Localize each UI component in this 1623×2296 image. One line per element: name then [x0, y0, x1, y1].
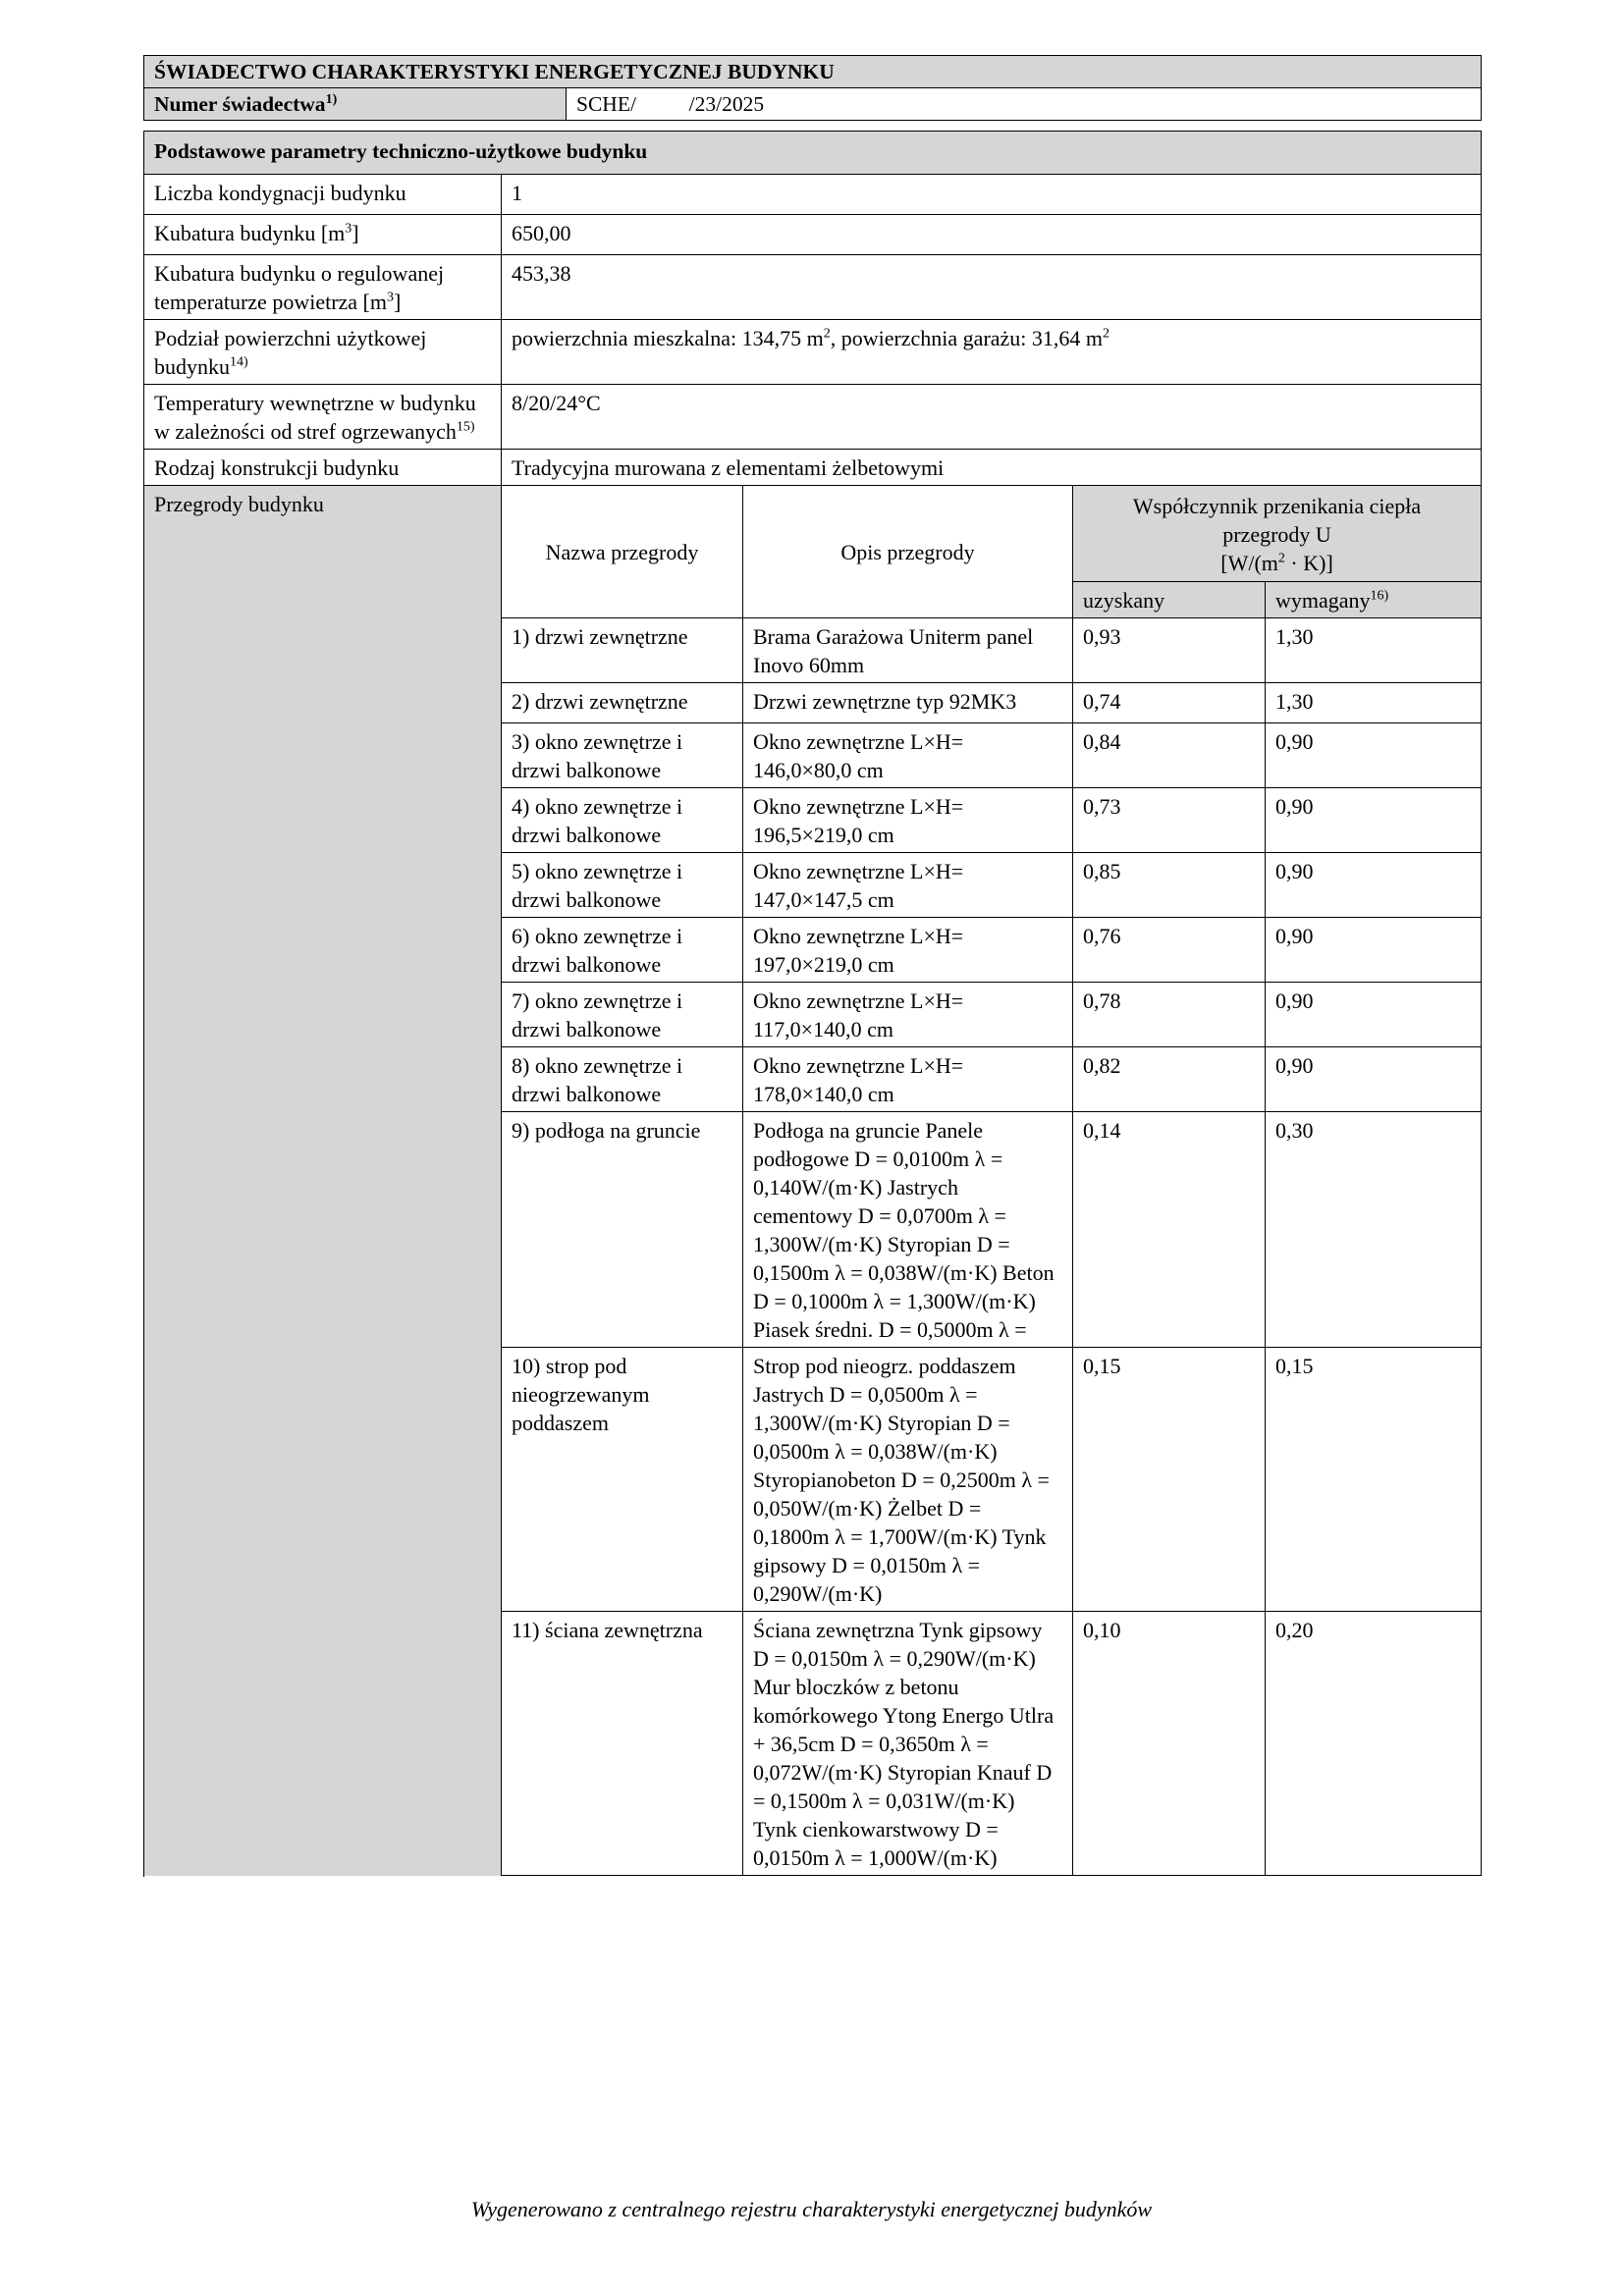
partition-u-obtained: 0,93: [1073, 618, 1266, 683]
partition-name: 4) okno zewnętrze i drzwi balkonowe: [502, 788, 743, 853]
partition-u-obtained: 0,73: [1073, 788, 1266, 853]
partition-name: 3) okno zewnętrze i drzwi balkonowe: [502, 723, 743, 788]
partition-description: Okno zewnętrzne L×H= 147,0×147,5 cm: [743, 853, 1073, 918]
partitions-label: Przegrody budynku: [144, 486, 502, 1877]
partition-u-required: 0,15: [1266, 1348, 1482, 1612]
volume-label: Kubatura budynku $[m^3]$: [144, 215, 502, 255]
usable-area-value: powierzchnia mieszkalna: 134,75 $m^2$, powierzchnia garażu: 31,64 $m^2$: [502, 320, 1482, 385]
certificate-number-label: Numer świadectwa$^{1)}$: [144, 88, 567, 121]
partition-description: Strop pod nieogrz. poddaszem Jastrych D = 0,0500m λ = 1,300W/(m·K) Styropian D = 0,0500m λ = 0,038W/(m·K) Styropianobeton D = 0,2500m λ = 0,050W/(m·K) Żelbet D = 0,1800m λ = 1,700W/(m·K) Tynk gipsowy D = 0,0150m λ = 0,290W/(m·K): [743, 1348, 1073, 1612]
partition-u-required: 0,20: [1266, 1612, 1482, 1876]
partition-description: Ściana zewnętrzna Tynk gipsowy D = 0,0150m λ = 0,290W/(m·K) Mur bloczków z betonu komórkowego Ytong Energo Utlra + 36,5cm D = 0,3650m λ = 0,072W/(m·K) Styropian Knauf D = 0,1500m λ = 0,031W/(m·K) Tynk cienkowarstwowy D = 0,0150m λ = 1,000W/(m·K): [743, 1612, 1073, 1876]
certificate-document: [143, 55, 1481, 1876]
construction-type-label: Rodzaj konstrukcji budynku: [144, 450, 502, 486]
partition-u-obtained: 0,78: [1073, 983, 1266, 1047]
regulated-volume-label: Kubatura budynku o regulowanej temperaturze powietrza $[m^3]$: [144, 255, 502, 320]
partition-u-required: 0,90: [1266, 983, 1482, 1047]
certificate-number-value: SCHE/ /23/2025: [567, 88, 1482, 121]
partition-u-obtained: 0,14: [1073, 1112, 1266, 1348]
required-header: wymagany$^{16)}$: [1266, 582, 1482, 618]
internal-temperatures-label: Temperatury wewnętrzne w budynku w zależności od stref ogrzewanych$^{15)}$: [144, 385, 502, 450]
construction-type-value: Tradycyjna murowana z elementami żelbetowymi: [502, 450, 1482, 486]
regulated-volume-value: 453,38: [502, 255, 1482, 320]
table-bottom-border: [502, 1876, 1482, 1877]
volume-value: 650,00: [502, 215, 1482, 255]
partition-description-header: Opis przegrody: [743, 486, 1073, 618]
partition-description: Okno zewnętrzne L×H= 197,0×219,0 cm: [743, 918, 1073, 983]
certificate-title: ŚWIADECTWO CHARAKTERYSTYKI ENERGETYCZNEJ BUDYNKU: [144, 56, 1482, 88]
partition-name: 10) strop pod nieogrzewanym poddaszem: [502, 1348, 743, 1612]
section-title: Podstawowe parametry techniczno-użytkowe budynku: [144, 132, 1482, 175]
partition-u-obtained: 0,85: [1073, 853, 1266, 918]
partition-u-required: 0,30: [1266, 1112, 1482, 1348]
partition-description: Okno zewnętrzne L×H= 196,5×219,0 cm: [743, 788, 1073, 853]
partition-description: Podłoga na gruncie Panele podłogowe D = 0,0100m λ = 0,140W/(m·K) Jastrych cementowy D = 0,0700m λ = 1,300W/(m·K) Styropian D = 0,1500m λ = 0,038W/(m·K) Beton D = 0,1000m λ = 1,300W/(m·K) Piasek średni. D = 0,5000m λ =: [743, 1112, 1073, 1348]
floors-label: Liczba kondygnacji budynku: [144, 175, 502, 215]
partition-u-required: 0,90: [1266, 788, 1482, 853]
partition-u-required: 0,90: [1266, 853, 1482, 918]
partition-u-obtained: 0,10: [1073, 1612, 1266, 1876]
internal-temperatures-value: 8/20/24°C: [502, 385, 1482, 450]
obtained-header: uzyskany: [1073, 582, 1266, 618]
partition-description: Brama Garażowa Uniterm panel Inovo 60mm: [743, 618, 1073, 683]
partition-name: 9) podłoga na gruncie: [502, 1112, 743, 1348]
partition-name: 8) okno zewnętrze i drzwi balkonowe: [502, 1047, 743, 1112]
partition-u-required: 1,30: [1266, 683, 1482, 723]
partition-u-obtained: 0,82: [1073, 1047, 1266, 1112]
certificate-header-table: [143, 55, 1482, 121]
floors-value: 1: [502, 175, 1482, 215]
partition-u-obtained: 0,74: [1073, 683, 1266, 723]
partition-name: 6) okno zewnętrze i drzwi balkonowe: [502, 918, 743, 983]
partition-name: 2) drzwi zewnętrzne: [502, 683, 743, 723]
partition-name: 11) ściana zewnętrzna: [502, 1612, 743, 1876]
partition-u-obtained: 0,76: [1073, 918, 1266, 983]
partition-u-obtained: 0,15: [1073, 1348, 1266, 1612]
parameters-table: [143, 131, 1482, 1876]
u-coefficient-header: [1073, 486, 1482, 582]
partition-description: Okno zewnętrzne L×H= 146,0×80,0 cm: [743, 723, 1073, 788]
partition-name: 7) okno zewnętrze i drzwi balkonowe: [502, 983, 743, 1047]
footer-note: Wygenerowano z centralnego rejestru charakterystyki energetycznej budynków: [470, 2197, 1153, 2221]
u-coefficient-title: Współczynnik przenikania ciepła przegrody U: [1132, 493, 1422, 547]
partition-name: 5) okno zewnętrze i drzwi balkonowe: [502, 853, 743, 918]
partition-description: Drzwi zewnętrzne typ 92MK3: [743, 683, 1073, 723]
partition-u-obtained: 0,84: [1073, 723, 1266, 788]
partition-name-header: Nazwa przegrody: [502, 486, 743, 618]
partition-u-required: 0,90: [1266, 723, 1482, 788]
partition-u-required: 0,90: [1266, 1047, 1482, 1112]
partition-u-required: 1,30: [1266, 618, 1482, 683]
partition-description: Okno zewnętrzne L×H= 117,0×140,0 cm: [743, 983, 1073, 1047]
partition-description: Okno zewnętrzne L×H= 178,0×140,0 cm: [743, 1047, 1073, 1112]
partition-u-required: 0,90: [1266, 918, 1482, 983]
usable-area-label: Podział powierzchni użytkowej budynku$^{14)}$: [144, 320, 502, 385]
partition-name: 1) drzwi zewnętrzne: [502, 618, 743, 683]
u-coefficient-unit: $[W/(m^2 \cdot K)]$: [1220, 550, 1333, 575]
